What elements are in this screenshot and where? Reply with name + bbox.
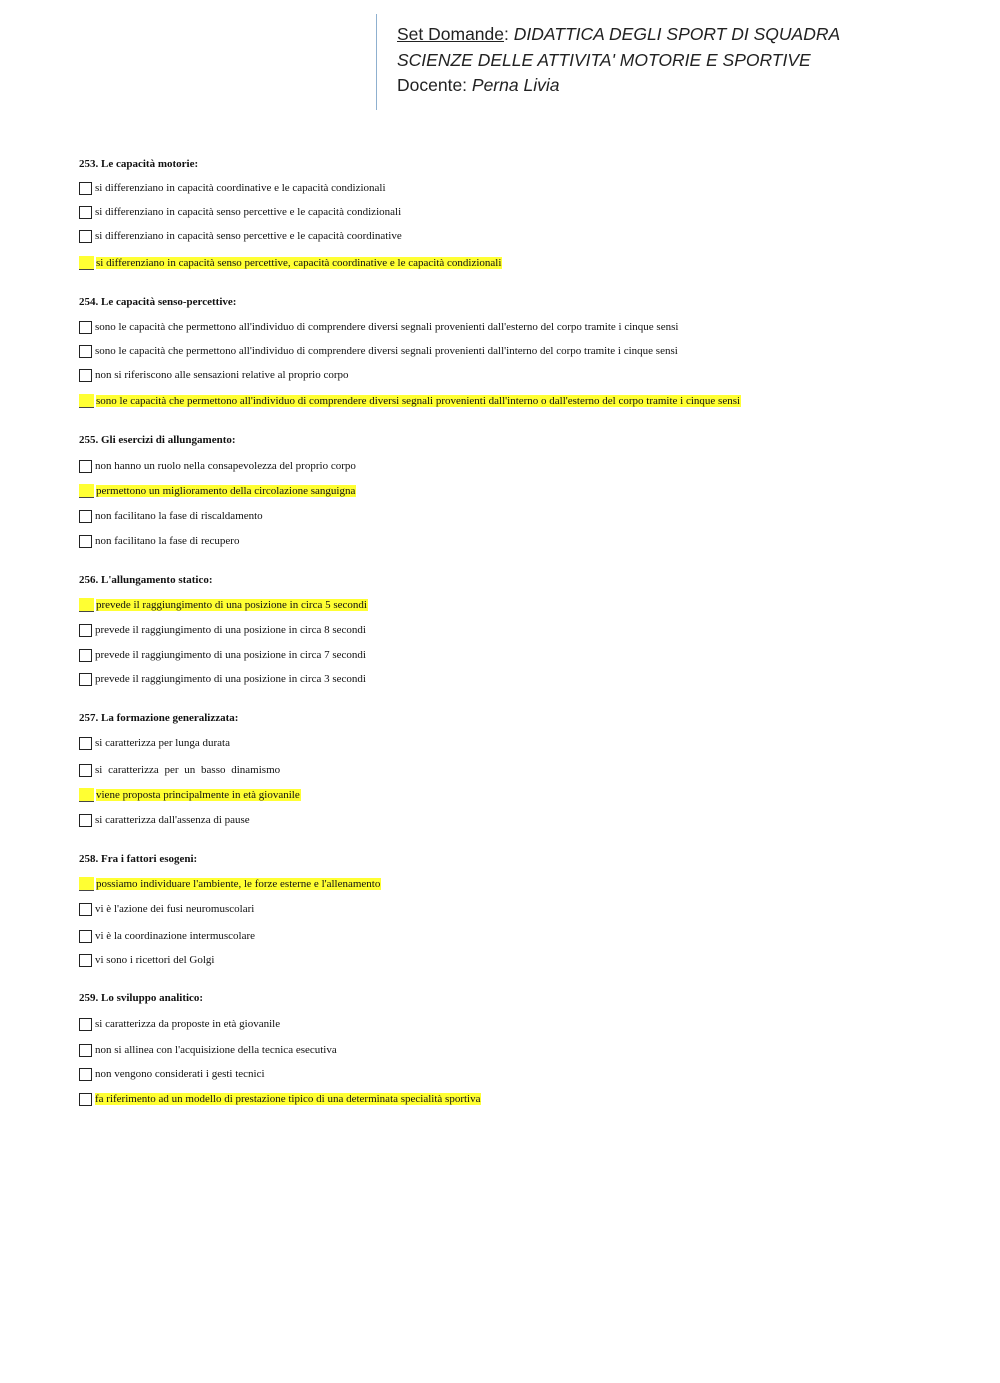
checkbox[interactable] bbox=[79, 737, 92, 750]
answer-option[interactable] bbox=[79, 671, 366, 687]
checkbox[interactable] bbox=[79, 1044, 92, 1057]
answer-text: fa riferimento ad un modello di prestazione tipico di una determinata specialità sportiva bbox=[95, 1093, 481, 1105]
checkbox[interactable] bbox=[79, 230, 92, 243]
answer-blank[interactable] bbox=[79, 394, 94, 408]
answer-blank[interactable] bbox=[79, 484, 94, 498]
checkbox[interactable] bbox=[79, 649, 92, 662]
answer-option[interactable] bbox=[79, 343, 678, 359]
checkbox[interactable] bbox=[79, 182, 92, 195]
answer-blank[interactable] bbox=[79, 877, 94, 891]
checkbox[interactable] bbox=[79, 1068, 92, 1081]
answer-blank[interactable] bbox=[79, 256, 94, 270]
question-title: 257. La formazione generalizzata: bbox=[79, 712, 239, 724]
checkbox[interactable] bbox=[79, 535, 92, 548]
answer-text: non si allinea con l'acquisizione della tecnica esecutiva bbox=[95, 1044, 337, 1056]
checkbox[interactable] bbox=[79, 206, 92, 219]
answer-text: sono le capacità che permettono all'individuo di comprendere diversi segnali provenienti dall'interno o dall'esterno del corpo tramite i cinque sensi bbox=[96, 395, 741, 407]
answer-option[interactable] bbox=[79, 319, 678, 335]
checkbox[interactable] bbox=[79, 814, 92, 827]
answer-option[interactable] bbox=[79, 228, 402, 244]
checkbox[interactable] bbox=[79, 1018, 92, 1031]
correct-answer-option[interactable] bbox=[79, 787, 301, 803]
answer-text: si differenziano in capacità coordinative e le capacità condizionali bbox=[95, 182, 386, 194]
correct-answer-option[interactable] bbox=[79, 1091, 481, 1107]
answer-text: si caratterizza da proposte in età giovanile bbox=[95, 1018, 281, 1030]
set-colon: : bbox=[504, 24, 514, 44]
answer-text: vi è l'azione dei fusi neuromuscolari bbox=[95, 903, 255, 915]
correct-answer-option[interactable] bbox=[79, 393, 741, 409]
answer-option[interactable] bbox=[79, 180, 386, 196]
answer-blank[interactable] bbox=[79, 598, 94, 612]
answer-option[interactable] bbox=[79, 901, 254, 917]
question-title: 258. Fra i fattori esogeni: bbox=[79, 853, 198, 865]
answer-text: possiamo individuare l'ambiente, le forze esterne e l'allenamento bbox=[96, 878, 381, 890]
answer-text: vi sono i ricettori del Golgi bbox=[95, 954, 215, 966]
checkbox[interactable] bbox=[79, 930, 92, 943]
answer-text: non facilitano la fase di riscaldamento bbox=[95, 510, 263, 522]
correct-answer-option[interactable] bbox=[79, 483, 356, 499]
answer-option[interactable] bbox=[79, 508, 263, 524]
answer-text: non hanno un ruolo nella consapevolezza del proprio corpo bbox=[95, 460, 356, 472]
checkbox[interactable] bbox=[79, 510, 92, 523]
answer-text: si differenziano in capacità senso percettive e le capacità coordinative bbox=[95, 230, 402, 242]
checkbox[interactable] bbox=[79, 1093, 92, 1106]
degree-name: SCIENZE DELLE ATTIVITA' MOTORIE E SPORTIVE bbox=[397, 49, 811, 70]
answer-option[interactable] bbox=[79, 1016, 280, 1032]
correct-answer-option[interactable] bbox=[79, 255, 502, 271]
answer-option[interactable] bbox=[79, 735, 230, 751]
checkbox[interactable] bbox=[79, 460, 92, 473]
checkbox[interactable] bbox=[79, 369, 92, 382]
answer-text: vi è la coordinazione intermuscolare bbox=[95, 930, 256, 942]
checkbox[interactable] bbox=[79, 321, 92, 334]
answer-text: si caratterizza per un basso dinamismo bbox=[95, 764, 281, 776]
answer-text: prevede il raggiungimento di una posizione in circa 8 secondi bbox=[95, 624, 366, 636]
checkbox[interactable] bbox=[79, 345, 92, 358]
answer-text: sono le capacità che permettono all'individuo di comprendere diversi segnali provenienti dall'esterno del corpo tramite i cinque sensi bbox=[95, 321, 679, 333]
question-title: 255. Gli esercizi di allungamento: bbox=[79, 434, 236, 446]
answer-option[interactable] bbox=[79, 458, 356, 474]
checkbox[interactable] bbox=[79, 903, 92, 916]
question-title: 259. Lo sviluppo analitico: bbox=[79, 992, 204, 1004]
teacher-name: Perna Livia bbox=[471, 75, 560, 95]
answer-option[interactable] bbox=[79, 1066, 265, 1082]
set-label: Set Domande bbox=[397, 24, 505, 44]
answer-option[interactable] bbox=[79, 533, 239, 549]
answer-option[interactable] bbox=[79, 762, 280, 778]
answer-text: si differenziano in capacità senso percettive, capacità coordinative e le capacità condizionali bbox=[96, 257, 502, 269]
question-title: 254. Le capacità senso-percettive: bbox=[79, 296, 237, 308]
answer-text: non vengono considerati i gesti tecnici bbox=[95, 1068, 265, 1080]
answer-text: si caratterizza dall'assenza di pause bbox=[95, 814, 250, 826]
document-header bbox=[376, 14, 976, 110]
correct-answer-option[interactable] bbox=[79, 597, 368, 613]
checkbox[interactable] bbox=[79, 673, 92, 686]
answer-option[interactable] bbox=[79, 812, 250, 828]
answer-option[interactable] bbox=[79, 952, 214, 968]
header-course-line bbox=[397, 14, 976, 48]
checkbox[interactable] bbox=[79, 624, 92, 637]
answer-blank[interactable] bbox=[79, 788, 94, 802]
answer-option[interactable] bbox=[79, 367, 349, 383]
correct-answer-option[interactable] bbox=[79, 876, 381, 892]
course-name: DIDATTICA DEGLI SPORT DI SQUADRA bbox=[513, 24, 841, 44]
answer-option[interactable] bbox=[79, 622, 366, 638]
checkbox[interactable] bbox=[79, 764, 92, 777]
question-title: 253. Le capacità motorie: bbox=[79, 158, 199, 170]
teacher-line bbox=[397, 73, 976, 99]
answer-text: non si riferiscono alle sensazioni relative al proprio corpo bbox=[95, 369, 349, 381]
answer-text: sono le capacità che permettono all'individuo di comprendere diversi segnali provenienti dall'interno del corpo tramite i cinque sensi bbox=[95, 345, 678, 357]
answer-text: viene proposta principalmente in età giovanile bbox=[96, 789, 300, 801]
teacher-label: Docente: bbox=[397, 75, 472, 95]
answer-text: si caratterizza per lunga durata bbox=[95, 737, 230, 749]
checkbox[interactable] bbox=[79, 954, 92, 967]
answer-text: prevede il raggiungimento di una posizione in circa 3 secondi bbox=[95, 673, 366, 685]
answer-option[interactable] bbox=[79, 204, 401, 220]
answer-option[interactable] bbox=[79, 647, 366, 663]
answer-option[interactable] bbox=[79, 928, 255, 944]
answer-option[interactable] bbox=[79, 1042, 337, 1058]
answer-text: prevede il raggiungimento di una posizione in circa 5 secondi bbox=[96, 599, 367, 611]
answer-text: si differenziano in capacità senso percettive e le capacità condizionali bbox=[95, 206, 402, 218]
answer-text: prevede il raggiungimento di una posizione in circa 7 secondi bbox=[95, 649, 366, 661]
answer-text: non facilitano la fase di recupero bbox=[95, 535, 240, 547]
answer-text: permettono un miglioramento della circolazione sanguigna bbox=[96, 485, 356, 497]
question-title: 256. L'allungamento statico: bbox=[79, 574, 213, 586]
